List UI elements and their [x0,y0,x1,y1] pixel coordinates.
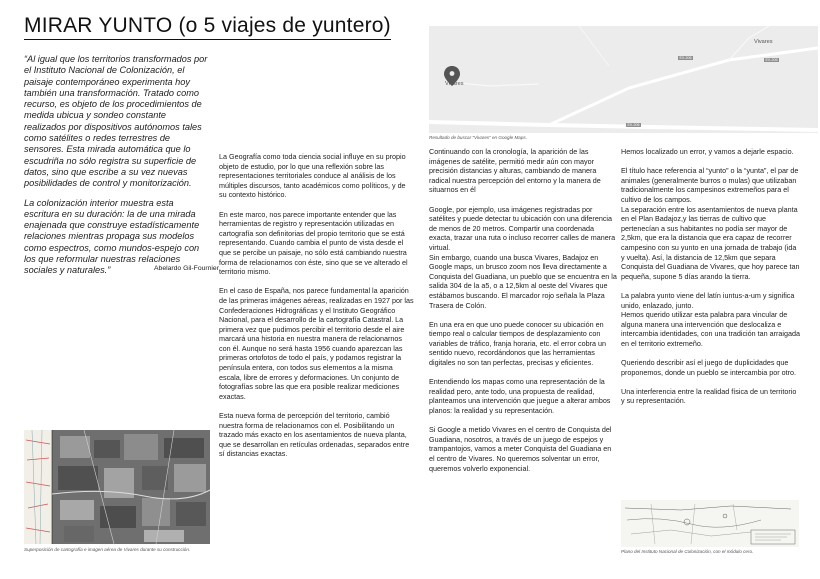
column-1-paragraph: En el caso de España, nos parece fundamental la aparición de las primeras imágenes aéreas, realizadas en 1927 por las Confederaciones Hidrográficas y el Instituto Geográfico Nacional, para el desarrollo de la cartografía Catastral. La primera vez que pudimos percibir el territorio desde el aire marcará una historia en nuestra manera de relacionarnos con él. Aunque no será hasta 1956 cuando aparezcan las primeras ortofotos de todo el país, y podamos registrar la península entera, con todos sus elementos a la misma escala, libre de errores y deformaciones. Un conjunto de fotografías sobre las que era posible realizar mediciones exactas. [219,286,414,401]
text-column-3 [621,147,801,416]
intro-quote [24,54,210,285]
column-3-paragraph: El título hace referencia al “yunto” o la “yunta”, el par de animales (generalmente burros o mulas) que utilizaban tradicionalmente los campesinos extremeños para el cultivo de los campos. La separación entre los asentamientos de nueva planta en el Plan Badajoz,y las tierras de cultivo que pertenecían a sus habitantes no podía ser mayor de 2,5km, que era la distancia que era capaz de recorrer campesino con su yunto en una jornada de trabajo (ida y vuelta). Así, la distancia de 12,5km que separa Conquista del Guadiana de Vivares, que hoy parece tan pequeña, supone 5 días arando la tierra. [621,166,800,281]
page-title: MIRAR YUNTO (o 5 viajes de yuntero) [24,14,391,40]
road-badge: EX-206 [765,58,778,62]
column-1-paragraph: Esta nueva forma de percepción del territorio, cambió nuestra forma de relacionarnos con el. Posibilitando un trazado más exacto en los asentamientos de nueva planta, que se desarrollan en retículas ordenadas, separados entre sí distancias exactas. [219,411,410,459]
quote-author: Abelardo Gil-Fournier [154,265,219,272]
column-1-paragraph: La Geografía como toda ciencia social influye en su propio objeto de estudio, por lo que una reflexión sobre las representaciones territoriales conduce al análisis de los múltiples discursos, tanto académicos como políticos, y de su contexto histórico. [219,152,406,200]
google-map-image [429,26,818,133]
road-badge: EX-206 [627,123,640,127]
column-1-paragraph: En este marco, nos parece importante entender que las herramientas de registro y representación utilizadas en cartografía son definitorias del propio territorio que se está representando. Cuando cambia el punto de vista desde el que se percibe un paisaje, no sólo está cambiando nuestra forma de relacionarnos con éste, sino que se ve alterado el territorio mismo. [219,209,408,277]
road-badge: EX-206 [679,56,692,60]
quote-paragraph-1: “Al igual que los territorios transformados por el Instituto Nacional de Colonización, el paisaje contemporáneo experimenta hoy también una transformación. Tratado como recurso, es objeto de los procedimientos de medida ubicua y sondeo constante realizados por dispositivos autónomos tales como satélites o redes terrestres de sensores. Esta mirada automática que lo escudriña no sólo registra su superficie de datos, sino que escribe a su vez nuevas posibilidades de control y monitorización. [24,54,208,189]
column-2-paragraph: Entendiendo los mapas como una representación de la realidad pero, ante todo, una propuesta de realidad, planteamos una intervención que juegue a alterar ambos planos: la realidad y su representación. [429,377,611,416]
text-column-1 [219,152,415,469]
quote-paragraph-2: La colonización interior muestra esta escritura en su duración: la de una mirada enajenada que construye estadísticamente relaciones mientras propaga sus modelos como espectros, como mundos-espejo con los que reformular nuestras relaciones sociales y naturales.” [24,197,200,276]
text-column-2 [429,147,617,483]
column-2-paragraph: Continuando con la cronología, la aparición de las imágenes de satélite, permitió medir aún con mayor precisión distancias y alturas, cambiando de manera radical nuestra percepción del entorno y la manera de situarnos en él [429,147,601,195]
column-3-paragraph: Hemos localizado un error, y vamos a dejarle espacio. [621,147,794,156]
colonization-plan-image [621,500,799,547]
column-3-paragraph: Una interferencia entre la realidad física de un territorio y su representación. [621,386,797,406]
aerial-photo-image [24,430,210,544]
map-town-label: Vivares [754,39,773,45]
column-3-paragraph: Queriendo describir así el juego de duplicidades que proponemos, donde un pueblo se intercambia por otro. [621,358,797,377]
plan-caption: Plano del Instituto Nacional de Colonización, con el módulo cero. [621,549,754,554]
column-2-paragraph: Si Google a metido Vivares en el centro de Conquista del Guadiana, nosotros, a través de un juego de espejos y trampantojos, vamos a meter Conquista del Guadiana en el centro de Vivares. No queremos solventar un error, queremos volverlo exponencial. [429,425,612,473]
column-3-paragraph: La palabra yunto viene del latín iuntus-a-um y significa unido, enlazado, junto. Hemos querido utilizar esta palabra para vincular de alguna manera una intervención que deslocaliza e intercambia identidades, con una tradición tan arraigada en el territorio extremeño. [621,290,801,348]
photo-caption: Superposición de cartografía e imagen aérea de Vivares durante su construcción. [24,547,191,552]
map-place-label: Vivares [445,81,464,87]
column-2-paragraph: Google, por ejemplo, usa imágenes registradas por satélites y puede detectar tu ubicación con una diferencia de menos de 20 metros. Compartir una coordenada exacta, trazar una ruta o incluso recorrer calles de manera virtual. Sin embargo, cuando una busca Vivares, Badajoz en Google maps, un brusco zoom nos lleva directamente a Conquista del Guadiana, un pueblo que se encuentra en la salida 304 de la a5, o a 12,5km al oeste del Vivares que estábamos buscando. El marcador rojo señala la Plaza Trasera de Colón. [429,204,617,310]
column-2-paragraph: En una era en que uno puede conocer su ubicación en tiempo real o calcular tiempos de desplazamiento con variables de tráfico, franja horaria, etc. el error cobra un sentido nuevo, recordándonos que las herramientas digitales no son tan perfectas, precisas y eficientes. [429,319,606,368]
map-caption: Resultado de buscar “Vivares” en Google Maps. [429,135,527,140]
